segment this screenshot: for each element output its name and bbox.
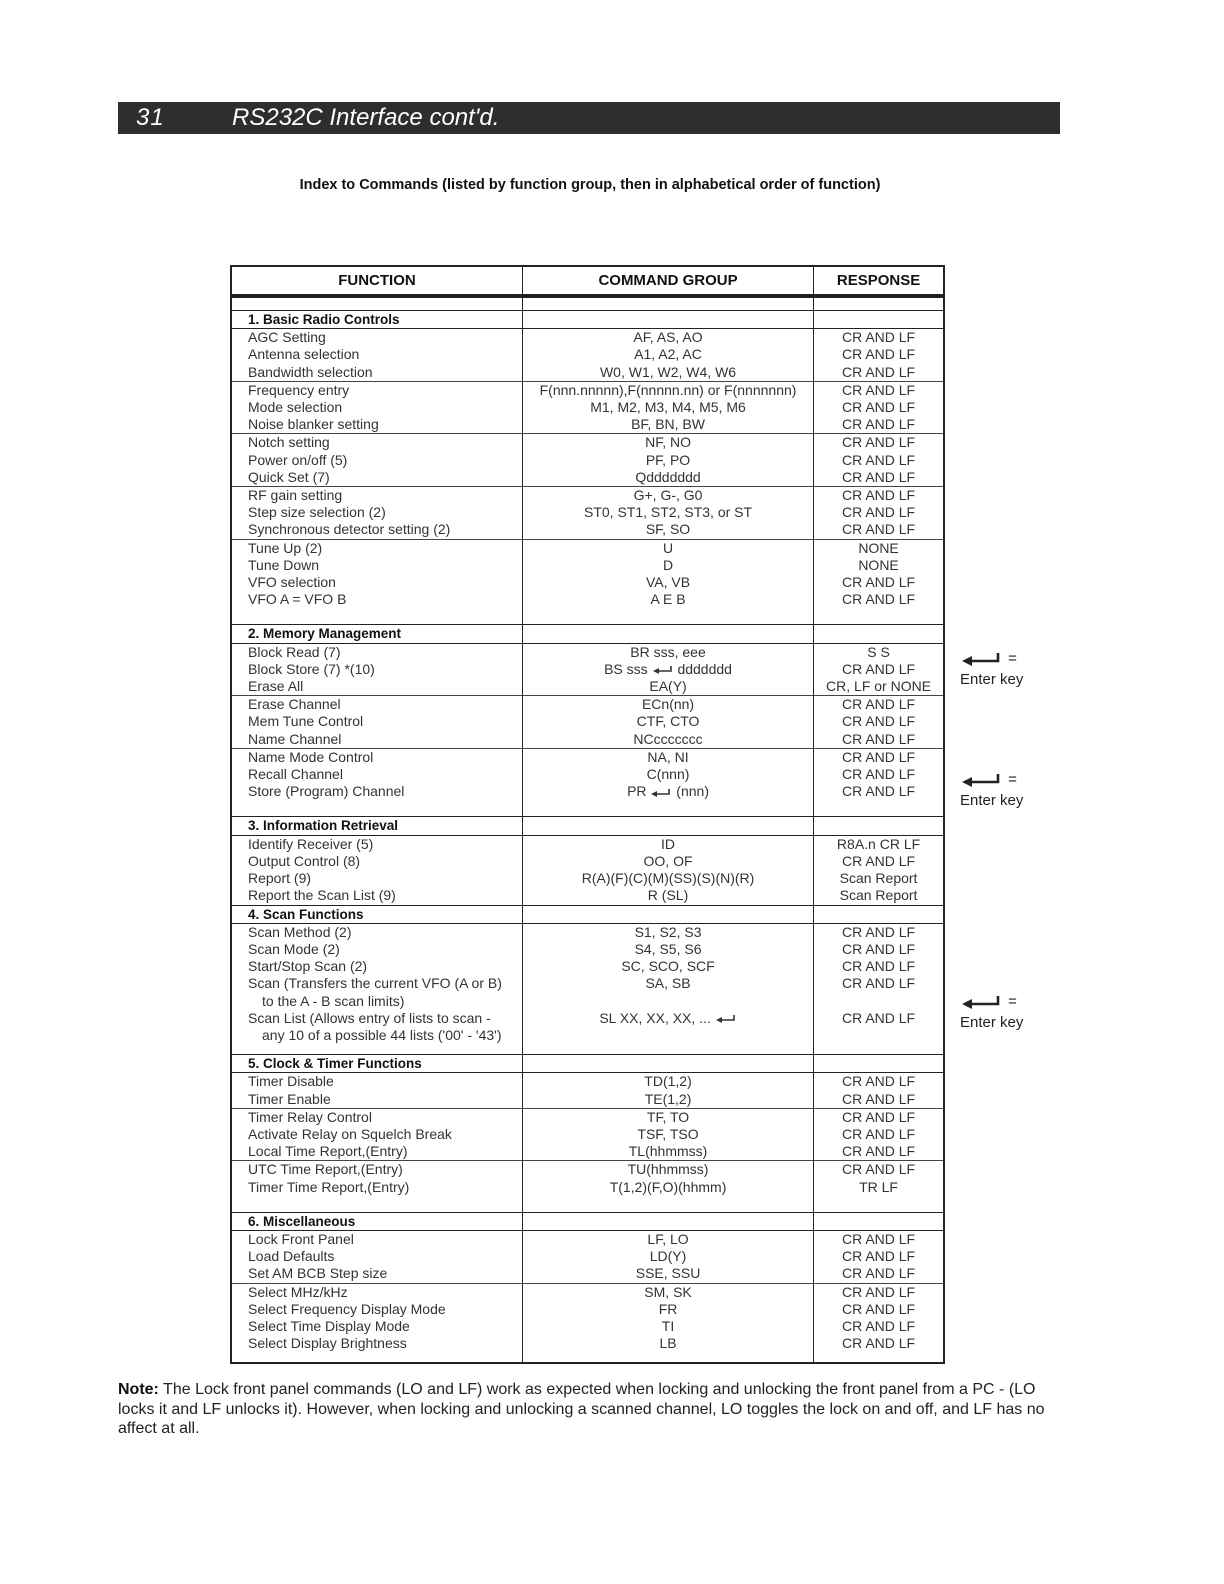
spacer-row — [231, 1196, 944, 1213]
response-cell: CR AND LF — [814, 1230, 944, 1248]
enter-key-icon — [960, 995, 1004, 1009]
response-cell: R8A.n CR LF — [814, 835, 944, 853]
function-cell: Load Defaults — [231, 1248, 522, 1265]
command-cell — [522, 1196, 813, 1213]
table-row — [231, 975, 944, 992]
function-cell: Block Read (7) — [231, 643, 522, 661]
command-cell — [522, 311, 813, 329]
function-cell: Notch setting — [231, 434, 522, 452]
function-cell: VFO A = VFO B — [231, 591, 522, 608]
command-cell: BS sss ddddddd — [522, 661, 813, 678]
command-cell: SL XX, XX, XX, ... — [522, 1010, 813, 1027]
command-cell: M1, M2, M3, M4, M5, M6 — [522, 399, 813, 416]
response-cell: CR AND LF — [814, 1161, 944, 1179]
command-cell — [522, 817, 813, 835]
column-header-response: RESPONSE — [814, 266, 944, 296]
function-cell: Mode selection — [231, 399, 522, 416]
response-cell: NONE — [814, 539, 944, 557]
function-cell: Scan List (Allows entry of lists to scan - — [231, 1010, 522, 1027]
command-cell: FR — [522, 1301, 813, 1318]
response-cell: CR AND LF — [814, 346, 944, 363]
command-cell: NF, NO — [522, 434, 813, 452]
function-cell: AGC Setting — [231, 329, 522, 347]
function-cell: Synchronous detector setting (2) — [231, 521, 522, 539]
function-cell — [231, 800, 522, 817]
function-cell: any 10 of a possible 44 lists ('00' - '43') — [231, 1027, 522, 1044]
response-cell: CR AND LF — [814, 1143, 944, 1161]
table-row — [231, 1027, 944, 1044]
function-cell: Tune Up (2) — [231, 539, 522, 557]
enter-key-label: Enter key — [960, 671, 1024, 688]
command-cell: BR sss, eee — [522, 643, 813, 661]
command-cell: T(1,2)(F,O)(hhmm) — [522, 1179, 813, 1196]
response-cell — [814, 817, 944, 835]
response-cell: CR AND LF — [814, 487, 944, 505]
function-cell: Output Control (8) — [231, 853, 522, 870]
table-row — [231, 364, 944, 382]
command-cell: TU(hhmmss) — [522, 1161, 813, 1179]
section-title: 1. Basic Radio Controls — [248, 312, 400, 327]
response-cell: CR AND LF — [814, 329, 944, 347]
enter-key-icon — [650, 788, 672, 798]
response-cell: CR AND LF — [814, 469, 944, 487]
table-row — [231, 504, 944, 521]
table-row — [231, 521, 944, 539]
response-cell: CR AND LF — [814, 434, 944, 452]
table-row — [231, 399, 944, 416]
command-cell: TSF, TSO — [522, 1126, 813, 1143]
table-row — [231, 539, 944, 557]
command-cell — [522, 993, 813, 1010]
section-title: 5. Clock & Timer Functions — [248, 1056, 422, 1072]
command-cell: NCccccccc — [522, 731, 813, 749]
function-cell — [231, 1044, 522, 1055]
table-row — [231, 713, 944, 730]
command-cell: G+, G-, G0 — [522, 487, 813, 505]
function-cell: Scan (Transfers the current VFO (A or B) — [231, 975, 522, 992]
table-row — [231, 748, 944, 766]
table-row — [231, 696, 944, 714]
table-row — [231, 1091, 944, 1109]
command-cell: U — [522, 539, 813, 557]
response-cell: CR AND LF — [814, 1265, 944, 1283]
enter-key-icon — [960, 652, 1004, 666]
table-header-row — [231, 266, 944, 296]
section-title: 4. Scan Functions — [248, 906, 364, 922]
response-cell: CR AND LF — [814, 399, 944, 416]
command-cell: SSE, SSU — [522, 1265, 813, 1283]
function-cell: RF gain setting — [231, 487, 522, 505]
table-row — [231, 1126, 944, 1143]
response-cell — [814, 311, 944, 329]
command-cell: NA, NI — [522, 748, 813, 766]
command-cell: VA, VB — [522, 574, 813, 591]
response-cell — [814, 1352, 944, 1363]
enter-key-equals: = — [1008, 993, 1017, 1010]
table-row — [231, 381, 944, 399]
table-row — [231, 1283, 944, 1301]
function-cell: Report the Scan List (9) — [231, 887, 522, 905]
table-row — [231, 887, 944, 905]
function-cell: Store (Program) Channel — [231, 783, 522, 800]
column-header-command-group: COMMAND GROUP — [522, 266, 813, 296]
section-header-row — [231, 905, 944, 923]
table-row — [231, 329, 944, 347]
command-cell: BF, BN, BW — [522, 416, 813, 434]
response-cell: CR AND LF — [814, 416, 944, 434]
table-row — [231, 1248, 944, 1265]
section-header-row — [231, 1212, 944, 1230]
table-row — [231, 1073, 944, 1091]
function-cell: Name Channel — [231, 731, 522, 749]
function-cell: Erase All — [231, 678, 522, 696]
command-cell: D — [522, 557, 813, 574]
enter-key-icon — [715, 1014, 737, 1024]
table-row — [231, 1010, 944, 1027]
command-cell: AF, AS, AO — [522, 329, 813, 347]
response-cell: CR AND LF — [814, 591, 944, 608]
command-cell: ID — [522, 835, 813, 853]
response-cell — [814, 1055, 944, 1073]
response-cell: CR AND LF — [814, 521, 944, 539]
function-cell: Recall Channel — [231, 766, 522, 783]
table-row — [231, 1335, 944, 1352]
response-cell: CR AND LF — [814, 504, 944, 521]
response-cell: CR AND LF — [814, 766, 944, 783]
function-cell: Timer Enable — [231, 1091, 522, 1109]
command-cell — [522, 1055, 813, 1073]
function-cell: Scan Mode (2) — [231, 941, 522, 958]
function-cell: UTC Time Report,(Entry) — [231, 1161, 522, 1179]
response-cell — [814, 625, 944, 643]
function-cell: Report (9) — [231, 870, 522, 887]
response-cell: CR AND LF — [814, 661, 944, 678]
command-cell: TD(1,2) — [522, 1073, 813, 1091]
response-cell — [814, 608, 944, 625]
response-cell: CR AND LF — [814, 1010, 944, 1027]
enter-key-icon — [960, 773, 1004, 787]
command-cell: R(A)(F)(C)(M)(SS)(S)(N)(R) — [522, 870, 813, 887]
response-cell: CR AND LF — [814, 1126, 944, 1143]
function-cell: Timer Disable — [231, 1073, 522, 1091]
command-cell: Qddddddd — [522, 469, 813, 487]
response-cell: CR AND LF — [814, 975, 944, 992]
response-cell: CR AND LF — [814, 1301, 944, 1318]
function-cell: Mem Tune Control — [231, 713, 522, 730]
function-cell — [231, 817, 522, 835]
command-cell: W0, W1, W2, W4, W6 — [522, 364, 813, 382]
command-cell: F(nnn.nnnnn),F(nnnnn.nn) or F(nnnnnnn) — [522, 381, 813, 399]
response-cell — [814, 1212, 944, 1230]
command-cell: PR (nnn) — [522, 783, 813, 800]
table-row — [231, 731, 944, 749]
table-row — [231, 941, 944, 958]
command-cell: S1, S2, S3 — [522, 923, 813, 941]
spacer-row — [231, 1044, 944, 1055]
table-row — [231, 1265, 944, 1283]
table-row — [231, 870, 944, 887]
section-title: 2. Memory Management — [248, 626, 402, 642]
command-cell — [522, 1027, 813, 1044]
response-cell: CR AND LF — [814, 1248, 944, 1265]
function-cell: VFO selection — [231, 574, 522, 591]
table-row — [231, 434, 944, 452]
response-cell: CR AND LF — [814, 1108, 944, 1126]
table-row — [231, 853, 944, 870]
function-cell: Local Time Report,(Entry) — [231, 1143, 522, 1161]
response-cell — [814, 800, 944, 817]
table-row — [231, 1161, 944, 1179]
function-cell: Timer Relay Control — [231, 1108, 522, 1126]
table-row — [231, 1318, 944, 1335]
response-cell — [814, 993, 944, 1010]
command-cell: LD(Y) — [522, 1248, 813, 1265]
command-cell — [522, 905, 813, 923]
function-cell: Tune Down — [231, 557, 522, 574]
command-cell: S4, S5, S6 — [522, 941, 813, 958]
response-cell — [814, 1196, 944, 1213]
function-cell: Noise blanker setting — [231, 416, 522, 434]
command-cell: EA(Y) — [522, 678, 813, 696]
response-cell: CR AND LF — [814, 748, 944, 766]
footnote — [118, 1380, 1068, 1439]
function-cell: Start/Stop Scan (2) — [231, 958, 522, 975]
command-cell: R (SL) — [522, 887, 813, 905]
command-index-table — [230, 265, 945, 1364]
table-row — [231, 557, 944, 574]
table-row — [231, 1230, 944, 1248]
table-row — [231, 661, 944, 678]
function-cell: Quick Set (7) — [231, 469, 522, 487]
response-cell: CR AND LF — [814, 853, 944, 870]
response-cell: CR AND LF — [814, 1318, 944, 1335]
function-cell: Timer Time Report,(Entry) — [231, 1179, 522, 1196]
note-text: The Lock front panel commands (LO and LF) work as expected when locking and unlocking the front panel from a PC - (LO locks it and LF unlocks it). However, when locking and unlocking a scanned channel, LO toggles the lock on and off, and LF has no affect at all. — [118, 1381, 1045, 1437]
response-cell: CR AND LF — [814, 574, 944, 591]
function-cell — [231, 905, 522, 923]
response-cell: CR AND LF — [814, 731, 944, 749]
response-cell: NONE — [814, 557, 944, 574]
table-row — [231, 993, 944, 1010]
page-title: RS232C Interface cont'd. — [232, 104, 500, 131]
section-header-row — [231, 311, 944, 329]
function-cell: Select Display Brightness — [231, 1335, 522, 1352]
command-cell: PF, PO — [522, 452, 813, 469]
table-row — [231, 574, 944, 591]
function-cell: Activate Relay on Squelch Break — [231, 1126, 522, 1143]
enter-key-icon — [652, 665, 674, 675]
command-cell: CTF, CTO — [522, 713, 813, 730]
table-row — [231, 416, 944, 434]
section-header-row — [231, 1055, 944, 1073]
response-cell: CR AND LF — [814, 1335, 944, 1352]
enter-key-legend — [960, 648, 1050, 690]
response-cell: Scan Report — [814, 870, 944, 887]
table-row — [231, 783, 944, 800]
note-label: Note: — [118, 1381, 159, 1398]
table-row — [231, 643, 944, 661]
enter-key-label: Enter key — [960, 792, 1024, 809]
response-cell: CR AND LF — [814, 783, 944, 800]
table-row — [231, 766, 944, 783]
response-cell: CR AND LF — [814, 941, 944, 958]
function-cell — [231, 1352, 522, 1363]
section-title: 6. Miscellaneous — [248, 1213, 356, 1229]
function-cell — [231, 1212, 522, 1230]
response-cell: CR AND LF — [814, 364, 944, 382]
spacer-row — [231, 1352, 944, 1363]
function-cell: Set AM BCB Step size — [231, 1265, 522, 1283]
function-cell: Name Mode Control — [231, 748, 522, 766]
function-cell — [231, 1055, 522, 1073]
function-cell: Select MHz/kHz — [231, 1283, 522, 1301]
function-cell — [231, 311, 522, 329]
command-cell: A E B — [522, 591, 813, 608]
command-cell — [522, 1352, 813, 1363]
function-cell: Select Time Display Mode — [231, 1318, 522, 1335]
function-cell: Scan Method (2) — [231, 923, 522, 941]
response-cell: CR AND LF — [814, 381, 944, 399]
response-cell: CR AND LF — [814, 1073, 944, 1091]
table-row — [231, 469, 944, 487]
command-cell — [522, 1212, 813, 1230]
command-cell: SC, SCO, SCF — [522, 958, 813, 975]
function-cell: Antenna selection — [231, 346, 522, 363]
function-cell: Identify Receiver (5) — [231, 835, 522, 853]
command-cell — [522, 625, 813, 643]
table-row — [231, 346, 944, 363]
command-cell: TL(hhmmss) — [522, 1143, 813, 1161]
response-cell: S S — [814, 643, 944, 661]
spacer-row — [231, 608, 944, 625]
enter-key-legend — [960, 769, 1050, 811]
response-cell: CR AND LF — [814, 1283, 944, 1301]
enter-key-equals: = — [1008, 650, 1017, 667]
table-row — [231, 591, 944, 608]
function-cell: Lock Front Panel — [231, 1230, 522, 1248]
section-title: 3. Information Retrieval — [248, 818, 399, 834]
function-cell — [231, 625, 522, 643]
response-cell: CR AND LF — [814, 1091, 944, 1109]
response-cell — [814, 1044, 944, 1055]
response-cell: CR AND LF — [814, 958, 944, 975]
command-cell — [522, 608, 813, 625]
command-cell: SF, SO — [522, 521, 813, 539]
column-header-function: FUNCTION — [231, 266, 522, 296]
command-cell: OO, OF — [522, 853, 813, 870]
command-cell: LF, LO — [522, 1230, 813, 1248]
enter-key-equals: = — [1008, 771, 1017, 788]
command-cell: TF, TO — [522, 1108, 813, 1126]
function-cell: Block Store (7) *(10) — [231, 661, 522, 678]
response-cell: CR AND LF — [814, 452, 944, 469]
command-cell — [522, 1044, 813, 1055]
function-cell: Power on/off (5) — [231, 452, 522, 469]
command-cell: LB — [522, 1335, 813, 1352]
function-cell: Select Frequency Display Mode — [231, 1301, 522, 1318]
response-cell — [814, 905, 944, 923]
table-row — [231, 1179, 944, 1196]
enter-key-legend — [960, 991, 1050, 1033]
function-cell: to the A - B scan limits) — [231, 993, 522, 1010]
command-cell: SA, SB — [522, 975, 813, 992]
command-cell: TE(1,2) — [522, 1091, 813, 1109]
section-header-row — [231, 625, 944, 643]
function-cell: Bandwidth selection — [231, 364, 522, 382]
command-cell: A1, A2, AC — [522, 346, 813, 363]
response-cell: CR, LF or NONE — [814, 678, 944, 696]
table-row — [231, 1108, 944, 1126]
command-cell: SM, SK — [522, 1283, 813, 1301]
command-cell: ST0, ST1, ST2, ST3, or ST — [522, 504, 813, 521]
table-row — [231, 1143, 944, 1161]
command-cell: TI — [522, 1318, 813, 1335]
table-row — [231, 923, 944, 941]
function-cell: Step size selection (2) — [231, 504, 522, 521]
response-cell: TR LF — [814, 1179, 944, 1196]
enter-key-label: Enter key — [960, 1014, 1024, 1031]
table-row — [231, 452, 944, 469]
response-cell: CR AND LF — [814, 696, 944, 714]
response-cell — [814, 1027, 944, 1044]
function-cell — [231, 608, 522, 625]
function-cell — [231, 1196, 522, 1213]
table-row — [231, 678, 944, 696]
command-cell: ECn(nn) — [522, 696, 813, 714]
table-row — [231, 1301, 944, 1318]
table-row — [231, 958, 944, 975]
table-row — [231, 835, 944, 853]
index-heading: Index to Commands (listed by function group, then in alphabetical order of function) — [299, 177, 881, 193]
spacer-row — [231, 800, 944, 817]
section-header-row — [231, 817, 944, 835]
response-cell: Scan Report — [814, 887, 944, 905]
function-cell: Erase Channel — [231, 696, 522, 714]
function-cell: Frequency entry — [231, 381, 522, 399]
command-cell — [522, 800, 813, 817]
response-cell: CR AND LF — [814, 713, 944, 730]
page-number: 31 — [136, 104, 165, 131]
command-cell: C(nnn) — [522, 766, 813, 783]
response-cell: CR AND LF — [814, 923, 944, 941]
table-row — [231, 487, 944, 505]
